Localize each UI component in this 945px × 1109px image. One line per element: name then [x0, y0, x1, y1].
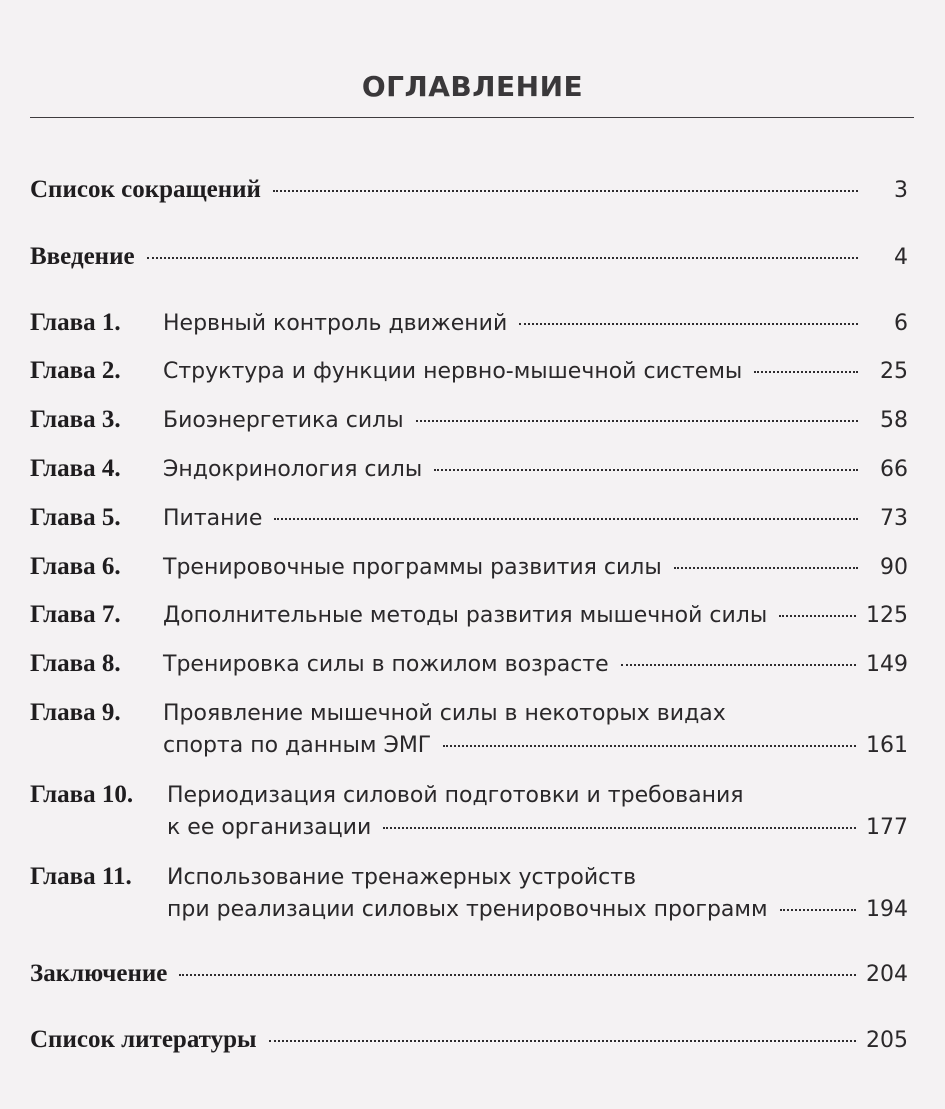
toc-entry-chapter-5[interactable] [30, 502, 908, 535]
chapter-title-second-line [30, 894, 908, 926]
dot-leader [179, 974, 856, 976]
entry-label: Введение [30, 243, 135, 270]
chapter-label: Глава 1. [30, 309, 121, 336]
toc-entry-chapter-3[interactable] [30, 404, 908, 437]
chapter-title-first-line [30, 779, 908, 812]
chapter-label: Глава 8. [30, 650, 121, 677]
dot-leader [416, 420, 858, 422]
chapter-label: Глава 11. [30, 863, 132, 890]
dot-leader [754, 371, 858, 373]
page-number: 4 [894, 245, 908, 270]
toc-entry-chapter-10[interactable] [30, 779, 908, 844]
chapter-label: Глава 5. [30, 504, 121, 531]
page-title: ОГЛАВЛЕНИЕ [361, 70, 584, 103]
dot-leader [780, 909, 856, 911]
chapter-title: Использование тренажерных устройств [167, 865, 637, 890]
toc-entry-chapter-8[interactable] [30, 648, 908, 681]
page-number: 177 [866, 815, 908, 840]
toc-entry-references[interactable] [30, 1024, 908, 1057]
chapter-label: Глава 7. [30, 601, 121, 628]
dot-leader [519, 323, 858, 325]
chapter-title: Питание [163, 506, 263, 531]
dot-leader [434, 469, 858, 471]
chapter-title-first-line [30, 697, 908, 730]
entry-label: Список литературы [30, 1026, 257, 1053]
page-number: 3 [894, 178, 908, 203]
dot-leader [779, 615, 856, 617]
chapter-label: Глава 9. [30, 699, 121, 726]
chapter-label: Глава 3. [30, 406, 121, 433]
dot-leader [443, 745, 856, 747]
toc-entry-chapter-6[interactable] [30, 551, 908, 584]
chapter-title: Структура и функции нервно-мышечной системы [163, 359, 743, 384]
chapter-title-continued: при реализации силовых тренировочных программ [167, 897, 768, 922]
page-number: 58 [880, 408, 908, 433]
dot-leader [273, 190, 858, 192]
dot-leader [621, 664, 856, 666]
chapter-title: Тренировочные программы развития силы [163, 555, 662, 580]
chapter-title: Биоэнергетика силы [163, 408, 404, 433]
chapter-label: Глава 4. [30, 455, 121, 482]
chapter-label: Глава 6. [30, 553, 121, 580]
chapter-title: Эндокринология силы [163, 457, 423, 482]
chapter-title-continued: спорта по данным ЭМГ [163, 733, 432, 758]
title-rule [30, 117, 914, 118]
page-number: 205 [866, 1028, 908, 1053]
chapter-title: Тренировка силы в пожилом возрасте [163, 652, 609, 677]
toc-entry-chapter-7[interactable] [30, 599, 908, 632]
chapter-title-continued: к ее организации [167, 815, 372, 840]
page-number: 66 [880, 457, 908, 482]
chapter-title: Периодизация силовой подготовки и требования [167, 783, 744, 808]
page-number: 6 [894, 311, 908, 336]
toc-entry-chapter-11[interactable] [30, 861, 908, 926]
entry-label: Список сокращений [30, 176, 261, 203]
dot-leader [674, 567, 858, 569]
page-number: 25 [880, 359, 908, 384]
page-number: 149 [866, 652, 908, 677]
toc-entry-chapter-9[interactable] [30, 697, 908, 762]
chapter-title-second-line [30, 730, 908, 762]
dot-leader [274, 518, 858, 520]
page-number: 161 [866, 733, 908, 758]
chapter-label: Глава 2. [30, 357, 121, 384]
chapter-title-second-line [30, 812, 908, 844]
page-number: 125 [866, 603, 908, 628]
toc-entry-chapter-4[interactable] [30, 453, 908, 486]
chapter-title: Дополнительные методы развития мышечной силы [163, 603, 768, 628]
page-number: 204 [866, 962, 908, 987]
toc-entry-conclusion[interactable] [30, 958, 908, 991]
dot-leader [383, 827, 856, 829]
toc-entry-chapter-2[interactable] [30, 355, 908, 388]
toc-entry-abbreviations[interactable] [30, 174, 908, 207]
chapter-title: Нервный контроль движений [163, 311, 508, 336]
toc-entry-introduction[interactable] [30, 241, 908, 274]
chapter-label: Глава 10. [30, 781, 134, 808]
dot-leader [147, 257, 858, 259]
entry-label: Заключение [30, 960, 168, 987]
chapter-title-first-line [30, 861, 908, 894]
toc-entry-chapter-1[interactable] [30, 307, 908, 340]
page-number: 194 [866, 897, 908, 922]
dot-leader [269, 1040, 856, 1042]
page-number: 90 [880, 555, 908, 580]
chapter-title: Проявление мышечной силы в некоторых видах [163, 701, 726, 726]
page-number: 73 [880, 506, 908, 531]
